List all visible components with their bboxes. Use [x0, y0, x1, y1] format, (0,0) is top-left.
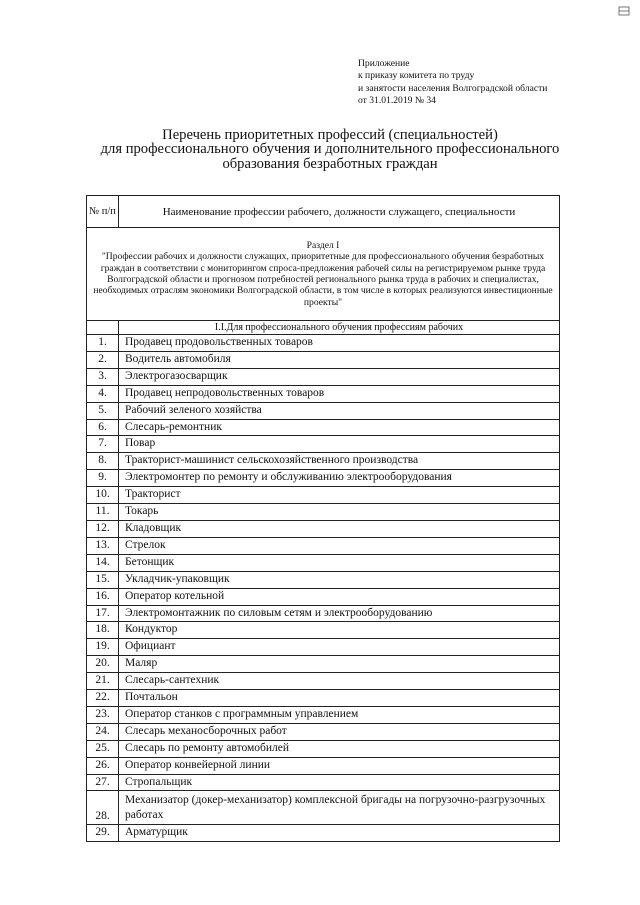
table-row	[87, 690, 560, 707]
table-row	[87, 368, 560, 385]
section-row	[87, 228, 560, 321]
row-number: 6.	[87, 419, 119, 436]
table-row	[87, 453, 560, 470]
row-profession-name: Почтальон	[119, 690, 560, 707]
row-number: 10.	[87, 487, 119, 504]
row-number: 27.	[87, 774, 119, 791]
row-profession-name: Арматурщик	[119, 825, 560, 842]
row-number: 4.	[87, 385, 119, 402]
annex-line: и занятости населения Волгоградской области	[358, 82, 548, 94]
table-row	[87, 335, 560, 352]
row-number: 23.	[87, 706, 119, 723]
section-title: Раздел I	[306, 240, 340, 252]
row-number: 5.	[87, 402, 119, 419]
title-line: Перечень приоритетных профессий (специальностей)	[162, 127, 498, 143]
table-row	[87, 470, 560, 487]
table-row	[87, 554, 560, 571]
row-number: 8.	[87, 453, 119, 470]
row-profession-name: Слесарь по ремонту автомобилей	[119, 740, 560, 757]
header-name: Наименование профессии рабочего, должности служащего, специальности	[119, 196, 560, 228]
row-number: 22.	[87, 690, 119, 707]
row-profession-name: Слесарь-сантехник	[119, 673, 560, 690]
row-number: 16.	[87, 588, 119, 605]
row-profession-name: Продавец продовольственных товаров	[119, 335, 560, 352]
section-text: "Профессии рабочих и должности служащих, приоритетные для профессионального обучения безработных граждан в соответствии с мониторингом спроса-предложения рабочей силы на регистрируемом рынке труда Волгоградской области и прогнозом потребностей регионального рынка труда в рабочих и специалистах, необходимых отраслям экономики Волгоградской области, в том числе в которых реализуются инвестиционные проекты"	[93, 251, 553, 308]
row-number: 1.	[87, 335, 119, 352]
table-row	[87, 740, 560, 757]
subsection-title: I.I.Для профессионального обучения профессиям рабочих	[119, 321, 560, 335]
table-row	[87, 706, 560, 723]
row-profession-name: Водитель автомобиля	[119, 351, 560, 368]
table-row	[87, 791, 560, 825]
table-row	[87, 504, 560, 521]
row-number: 26.	[87, 757, 119, 774]
table-row	[87, 605, 560, 622]
table-row	[87, 571, 560, 588]
row-profession-name: Слесарь-ремонтник	[119, 419, 560, 436]
row-profession-name: Рабочий зеленого хозяйства	[119, 402, 560, 419]
row-profession-name: Токарь	[119, 504, 560, 521]
row-number: 21.	[87, 673, 119, 690]
row-profession-name: Укладчик-упаковщик	[119, 571, 560, 588]
table-row	[87, 520, 560, 537]
table-row	[87, 351, 560, 368]
row-profession-name: Кондуктор	[119, 622, 560, 639]
row-profession-name: Электрогазосварщик	[119, 368, 560, 385]
subsection-num-cell	[87, 321, 119, 335]
row-number: 3.	[87, 368, 119, 385]
row-number: 7.	[87, 436, 119, 453]
table-row	[87, 774, 560, 791]
row-profession-name: Электромонтер по ремонту и обслуживанию электрооборудования	[119, 470, 560, 487]
table-row	[87, 639, 560, 656]
annex-block	[358, 58, 547, 107]
table-header-row	[87, 196, 560, 228]
row-profession-name: Продавец непродовольственных товаров	[119, 385, 560, 402]
professions-table	[86, 195, 560, 842]
table-row	[87, 588, 560, 605]
row-number: 28.	[87, 791, 119, 825]
row-profession-name: Оператор конвейерной линии	[119, 757, 560, 774]
row-profession-name: Маляр	[119, 656, 560, 673]
row-profession-name: Электромонтажник по силовым сетям и электрооборудованию	[119, 605, 560, 622]
row-number: 11.	[87, 504, 119, 521]
annex-line: Приложение	[358, 58, 410, 69]
row-number: 13.	[87, 537, 119, 554]
row-profession-name: Оператор станков с программным управлением	[119, 706, 560, 723]
row-number: 18.	[87, 622, 119, 639]
title-line: образования безработных граждан	[222, 155, 438, 172]
row-number: 19.	[87, 639, 119, 656]
table-row	[87, 436, 560, 453]
row-profession-name: Стропальщик	[119, 774, 560, 791]
row-profession-name: Механизатор (докер-механизатор) комплексной бригады на погрузочно-разгрузочных работах	[119, 791, 560, 825]
table-row	[87, 825, 560, 842]
row-profession-name: Повар	[119, 436, 560, 453]
row-profession-name: Бетонщик	[119, 554, 560, 571]
table-row	[87, 402, 560, 419]
row-number: 25.	[87, 740, 119, 757]
row-profession-name: Тракторист-машинист сельскохозяйственного производства	[119, 453, 560, 470]
annex-line: к приказу комитета по труду	[358, 70, 475, 82]
row-profession-name: Оператор котельной	[119, 588, 560, 605]
row-number: 24.	[87, 723, 119, 740]
title-line: для профессионального обучения и дополнительного профессионального	[100, 141, 560, 158]
table-body	[87, 335, 560, 842]
row-number: 15.	[87, 571, 119, 588]
row-profession-name: Официант	[119, 639, 560, 656]
row-number: 17.	[87, 605, 119, 622]
table-row	[87, 385, 560, 402]
section-cell	[87, 228, 560, 321]
row-number: 2.	[87, 351, 119, 368]
page-mark-icon	[618, 6, 630, 16]
row-number: 9.	[87, 470, 119, 487]
row-profession-name: Кладовщик	[119, 520, 560, 537]
row-profession-name: Стрелок	[119, 537, 560, 554]
table-row	[87, 723, 560, 740]
row-profession-name: Тракторист	[119, 487, 560, 504]
header-num: № п/п	[87, 196, 119, 228]
table-row	[87, 622, 560, 639]
table-row	[87, 537, 560, 554]
row-number: 14.	[87, 554, 119, 571]
row-number: 29.	[87, 825, 119, 842]
row-profession-name: Слесарь механосборочных работ	[119, 723, 560, 740]
table-row	[87, 419, 560, 436]
row-number: 12.	[87, 520, 119, 537]
table-row	[87, 656, 560, 673]
document-title	[60, 128, 600, 171]
annex-line: от 31.01.2019 № 34	[358, 94, 436, 106]
row-number: 20.	[87, 656, 119, 673]
subsection-row	[87, 321, 560, 335]
table-row	[87, 673, 560, 690]
table-row	[87, 757, 560, 774]
table-row	[87, 487, 560, 504]
